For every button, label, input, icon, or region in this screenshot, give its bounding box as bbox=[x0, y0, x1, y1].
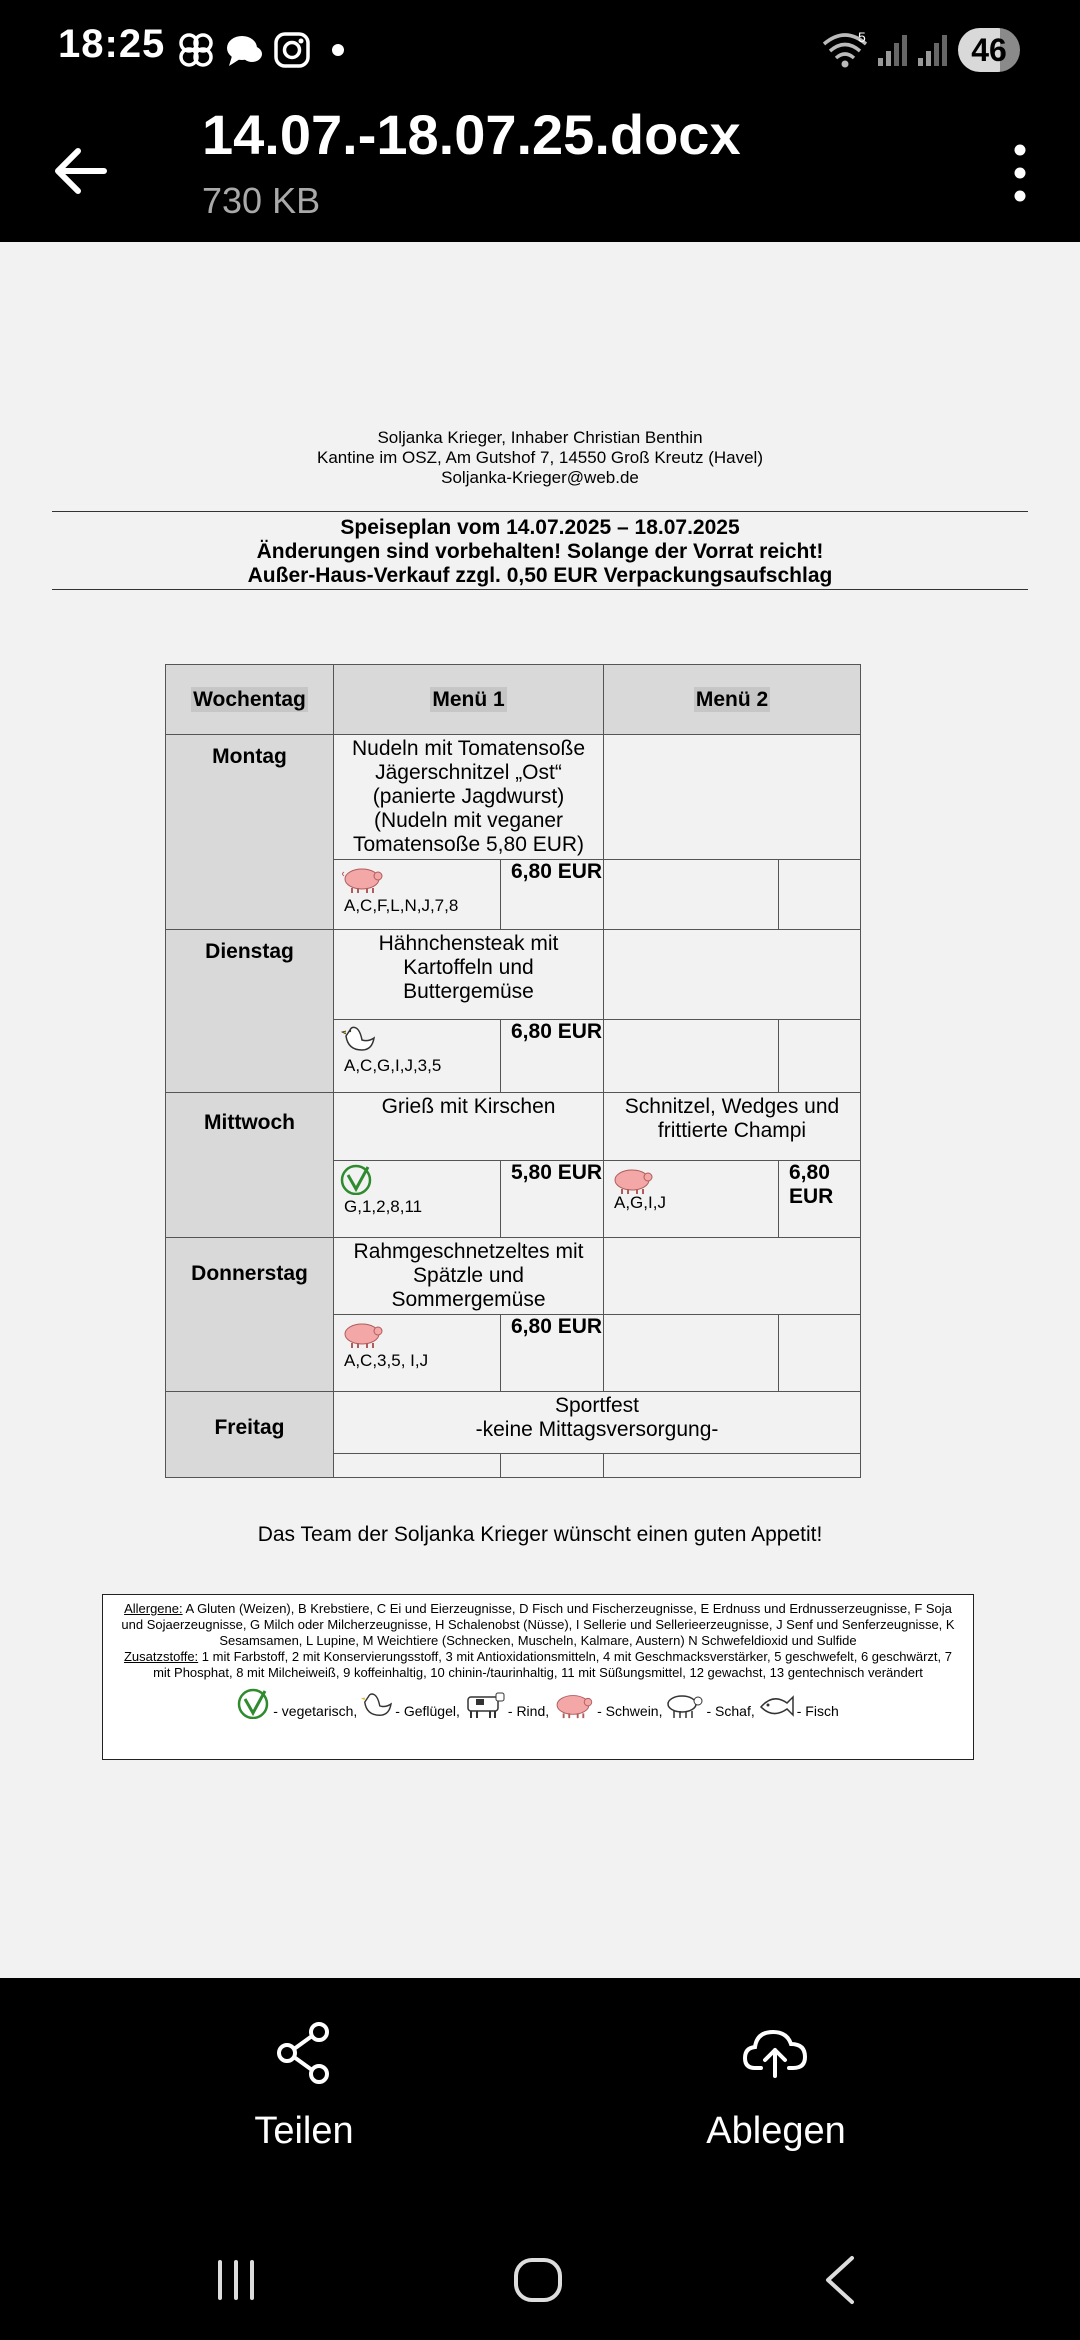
price-cell-empty bbox=[779, 1315, 861, 1392]
share-label: Teilen bbox=[254, 2110, 354, 2152]
legend-schaf: - Schaf, bbox=[706, 1703, 755, 1719]
empty-cell bbox=[334, 1454, 501, 1478]
dish-cell-empty bbox=[604, 735, 861, 860]
legend-vegetarisch: - vegetarisch, bbox=[273, 1703, 358, 1719]
chicken-icon bbox=[340, 1022, 376, 1054]
price-cell: 6,80 EUR bbox=[501, 860, 604, 930]
signal-2-icon bbox=[914, 30, 954, 70]
menu-title-block bbox=[0, 516, 1080, 588]
price-cell: 6,80 EUR bbox=[501, 1020, 604, 1093]
document-preview[interactable] bbox=[0, 242, 1080, 1978]
cow-icon bbox=[462, 1689, 506, 1719]
day-cell-dienstag: Dienstag bbox=[166, 930, 334, 1093]
document-page bbox=[0, 242, 1080, 1978]
closing-wish: Das Team der Soljanka Krieger wünscht einen guten Appetit! bbox=[257, 1523, 823, 1546]
chat-icon bbox=[224, 30, 264, 70]
more-options-icon[interactable] bbox=[1000, 138, 1040, 208]
dish-cell: Nudeln mit Tomatensoße Jägerschnitzel „Ost“ (panierte Jagdwurst) (Nudeln mit veganer Tomatensoße 5,80 EUR) bbox=[334, 735, 604, 860]
day-cell-montag: Montag bbox=[166, 735, 334, 930]
chicken-icon bbox=[359, 1689, 393, 1719]
signal-icon bbox=[874, 30, 914, 70]
day-cell-mittwoch: Mittwoch bbox=[166, 1093, 334, 1238]
share-icon bbox=[269, 2018, 339, 2088]
allergen-cell bbox=[334, 1161, 501, 1238]
status-bar bbox=[0, 0, 1080, 100]
price-cell-empty bbox=[779, 1020, 861, 1093]
allergen-cell bbox=[334, 1020, 501, 1093]
additives-paragraph bbox=[117, 1649, 959, 1681]
svg-text:5: 5 bbox=[858, 30, 866, 45]
sheep-icon bbox=[664, 1691, 704, 1719]
header-wochentag: Wochentag bbox=[166, 665, 334, 735]
back-arrow-icon[interactable] bbox=[46, 136, 116, 206]
recent-apps-icon[interactable] bbox=[196, 2240, 276, 2320]
divider-bottom bbox=[52, 589, 1028, 590]
legend-fisch: - Fisch bbox=[796, 1703, 839, 1719]
allergen-cell-empty bbox=[604, 1315, 779, 1392]
table-row bbox=[166, 930, 861, 1020]
price-cell: 6,80 EUR bbox=[779, 1161, 861, 1238]
sportfest-note: Sportfest -keine Mittagsversorgung- bbox=[334, 1392, 861, 1454]
dish-cell: Rahmgeschnetzeltes mit Spätzle und Sommergemüse bbox=[334, 1238, 604, 1315]
day-cell-donnerstag: Donnerstag bbox=[166, 1238, 334, 1392]
legend-rind: - Rind, bbox=[507, 1703, 550, 1719]
menu-notice: Änderungen sind vorbehalten! Solange der Vorrat reicht! bbox=[256, 540, 824, 563]
header-line-3: Soljanka-Krieger@web.de bbox=[441, 468, 639, 487]
allergene-text: A Gluten (Weizen), B Krebstiere, C Ei und Eierzeugnisse, D Fisch und Fischerzeugnisse, E Erdnuss und Erdnusserzeugnisse, F Soja und Sojaerzeugnisse, G Milch oder Milcherzeugnisse, H Schalenobst (Nüsse), I Sellerie und Sellerieerzeugnisse, J Senf und Senferzeugnisse, K Sesamsamen, L Lupine, M Weichtiere (Schnecken, Muscheln, Kalmare, Austern) N Schwefeldioxid und Sulfide bbox=[121, 1601, 955, 1648]
takeaway-notice: Außer-Haus-Verkauf zzgl. 0,50 EUR Verpackungsaufschlag bbox=[247, 564, 833, 587]
fish-icon bbox=[757, 1691, 795, 1719]
allergen-paragraph bbox=[117, 1601, 959, 1649]
header-menu-1: Menü 1 bbox=[334, 665, 604, 735]
file-title: 14.07.-18.07.25.docx bbox=[202, 103, 741, 166]
allergen-codes: A,C,3,5, I,J bbox=[344, 1351, 429, 1370]
allergen-codes: A,C,F,L,N,J,7,8 bbox=[344, 896, 459, 915]
menu-table bbox=[165, 664, 861, 1478]
allergen-codes: A,C,G,I,J,3,5 bbox=[344, 1056, 442, 1075]
battery-indicator: 46 bbox=[958, 28, 1020, 72]
price-cell: 6,80 EUR bbox=[501, 1315, 604, 1392]
allergen-codes: A,G,I,J bbox=[614, 1193, 666, 1212]
file-size: 730 KB bbox=[202, 180, 321, 221]
allergen-cell bbox=[334, 1315, 501, 1392]
dish-cell-empty bbox=[604, 930, 861, 1020]
allergen-legend bbox=[102, 1594, 974, 1760]
table-row bbox=[166, 1093, 861, 1161]
clock: 18:25 bbox=[58, 22, 166, 66]
cloud-upload-icon bbox=[741, 2018, 811, 2088]
price-cell-empty bbox=[779, 860, 861, 930]
legend-icons bbox=[117, 1687, 959, 1719]
table-row bbox=[166, 735, 861, 860]
allergen-cell bbox=[604, 1161, 779, 1238]
home-icon[interactable] bbox=[498, 2240, 578, 2320]
vegetarian-icon bbox=[340, 1163, 374, 1195]
header-menu-2: Menü 2 bbox=[604, 665, 861, 735]
share-button[interactable] bbox=[154, 2018, 454, 2153]
dish-cell: Grieß mit Kirschen bbox=[334, 1093, 604, 1161]
table-header-row bbox=[166, 665, 861, 735]
allergen-cell bbox=[334, 860, 501, 930]
dish-cell-empty bbox=[604, 1238, 861, 1315]
pig-icon bbox=[340, 862, 384, 894]
table-row bbox=[166, 1238, 861, 1315]
dish-cell: Hähnchensteak mit Kartoffeln und Buttergemüse bbox=[334, 930, 604, 1020]
vegetarian-icon bbox=[237, 1687, 271, 1719]
price-cell: 5,80 EUR bbox=[501, 1161, 604, 1238]
allergen-codes: G,1,2,8,11 bbox=[344, 1197, 423, 1216]
save-button[interactable] bbox=[626, 2018, 926, 2153]
notification-dot bbox=[332, 44, 344, 56]
legend-schwein: - Schwein, bbox=[597, 1703, 663, 1719]
wifi-icon bbox=[820, 30, 870, 70]
zusatz-label: Zusatzstoffe: bbox=[123, 1649, 199, 1664]
allergene-label: Allergene: bbox=[124, 1601, 183, 1616]
pig-icon bbox=[340, 1317, 384, 1349]
menu-title: Speiseplan vom 14.07.2025 – 18.07.2025 bbox=[340, 516, 740, 539]
pinwheel-icon bbox=[176, 30, 216, 70]
bottom-bar bbox=[0, 1978, 1080, 2340]
divider-top bbox=[52, 511, 1028, 512]
back-nav-icon[interactable] bbox=[802, 2240, 882, 2320]
empty-cell bbox=[501, 1454, 604, 1478]
zusatz-text: 1 mit Farbstoff, 2 mit Konservierungsstoff, 3 mit Antioxidationsmitteln, 4 mit Geschmacksverstärker, 5 geschwefelt, 6 geschwärzt, 7 mit Phosphat, 8 mit Milcheiweiß, 9 koffeinhaltig, 10 chinin-/taurinhaltig, 11 mit Süßungsmittel, 12 gewachst, 13 gentechnisch verändert bbox=[153, 1649, 953, 1680]
save-label: Ablegen bbox=[706, 2110, 846, 2152]
header-line-1: Soljanka Krieger, Inhaber Christian Benthin bbox=[377, 428, 703, 447]
table-row bbox=[166, 1392, 861, 1454]
empty-cell bbox=[604, 1454, 861, 1478]
pig-icon bbox=[551, 1689, 595, 1719]
app-bar bbox=[0, 100, 1080, 242]
pig-icon bbox=[610, 1163, 654, 1195]
day-cell-freitag: Freitag bbox=[166, 1392, 334, 1478]
allergen-cell-empty bbox=[604, 860, 779, 930]
legend-gefluegel: - Geflügel, bbox=[395, 1703, 460, 1719]
allergen-cell-empty bbox=[604, 1020, 779, 1093]
instagram-icon bbox=[272, 30, 312, 70]
header-line-2: Kantine im OSZ, Am Gutshof 7, 14550 Groß Kreutz (Havel) bbox=[317, 448, 763, 467]
dish-cell: Schnitzel, Wedges und frittierte Champi bbox=[604, 1093, 861, 1161]
